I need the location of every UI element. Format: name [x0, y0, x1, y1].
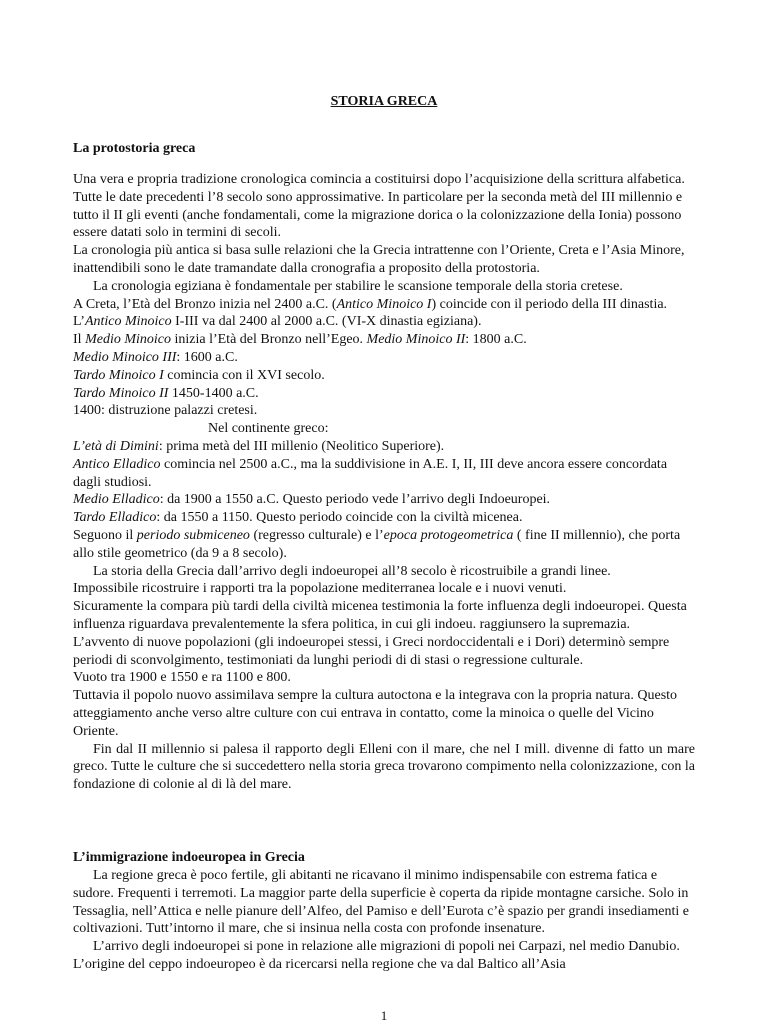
crete-line: Tardo Minoico I comincia con il XVI secolo.: [73, 367, 325, 383]
crete-line: Il Medio Minoico inizia l’Età del Bronzo nell’Egeo. Medio Minoico II: 1800 a.C.: [73, 332, 527, 348]
mainland-line: Tardo Elladico: da 1550 a 1150. Questo periodo coincide con la civiltà micenea.: [73, 510, 523, 526]
paragraph: La regione greca è poco fertile, gli abitanti ne ricavano il minimo indispensabile con estrema fatica e sudore. Frequenti i terremoti. La maggior parte della superficie è coperta da ripide montagne carsiche. Solo in Tessaglia, nell’Attica e nelle pianure dell’Alfeo, del Pamiso e dell’Eurota c’è spazio per grandi insediamenti e coltivazioni. Tutt’intorno il mare, che si insinua nella costa con profonde insenature.: [73, 868, 689, 937]
paragraph: Tuttavia il popolo nuovo assimilava sempre la cultura autoctona e la integrava con la propria natura. Questo atteggiamento anche verso altre culture con cui entrava in contatto, come la minoica o quelle del Vicino Oriente.: [73, 688, 678, 739]
paragraph: Sicuramente la compara più tardi della civiltà micenea testimonia la forte influenza degli indoeuropei. Questa influenza riguardava prevalentemente la sfera politica, in cui gli indoeu. raggiunsero la supremazia.: [73, 599, 687, 632]
paragraph: La cronologia egiziana è fondamentale per stabilire le scansione temporale della storia cretese.: [93, 278, 623, 294]
crete-line: 1400: distruzione palazzi cretesi.: [73, 403, 258, 419]
paragraph: La cronologia più antica si basa sulle relazioni che la Grecia intrattenne con l’Oriente, Creta e l’Asia Minore, inattendibili sono le date tramandate dalla cronografia a proposito della protostoria.: [73, 243, 685, 276]
mainland-subtitle: Nel continente greco:: [208, 421, 329, 437]
section-heading-protostoria: La protostoria greca: [73, 141, 196, 156]
document-title: STORIA GRECA: [330, 94, 438, 109]
paragraph: L’arrivo degli indoeuropei si pone in relazione alle migrazioni di popoli nei Carpazi, nel medio Danubio. L’origine del ceppo indoeuropeo è da ricercarsi nella regione che va dal Baltico all’Asia: [73, 939, 680, 972]
paragraph: Una vera e propria tradizione cronologica comincia a costituirsi dopo l’acquisizione della scrittura alfabetica. Tutte le date precedenti l’8 secolo sono approssimative. In particolare per la seconda metà del III millennio e tutto il II gli eventi (anche fondamentali, come la migrazione dorica o la colonizzazione della Ionia) possono essere datati solo in termini di secoli.: [73, 172, 685, 241]
crete-line: Medio Minoico III: 1600 a.C.: [73, 349, 238, 365]
mainland-line: Antico Elladico comincia nel 2500 a.C., ma la suddivisione in A.E. I, II, III deve ancora essere concordata dagli studiosi.: [73, 456, 668, 490]
paragraph: Vuoto tra 1900 e 1550 e ra 1100 e 800.: [73, 670, 291, 686]
paragraph: Impossibile ricostruire i rapporti tra la popolazione mediterranea locale e i nuovi venuti.: [73, 581, 567, 597]
crete-line: L’Antico Minoico I-III va dal 2400 al 2000 a.C. (VI-X dinastia egiziana).: [73, 314, 482, 330]
section-heading-immigrazione: L’immigrazione indoeuropea in Grecia: [73, 850, 305, 865]
crete-line: A Creta, l’Età del Bronzo inizia nel 2400 a.C. (Antico Minoico I) coincide con il periodo della III dinastia.: [73, 296, 668, 312]
mainland-line: L’età di Dimini: prima metà del III millenio (Neolitico Superiore).: [73, 438, 445, 454]
section-body-protostoria: [73, 171, 695, 794]
paragraph: La storia della Grecia dall’arrivo degli indoeuropei all’8 secolo è ricostruibile a grandi linee.: [93, 563, 611, 579]
section-body-immigrazione: [73, 867, 695, 974]
paragraph: Fin dal II millennio si palesa il rapporto degli Elleni con il mare, che nel I mill. divenne di fatto un mare greco. Tutte le culture che si succedettero nella storia greca trovarono compimento nella colonizzazione, con la fondazione di colonie al di là del mare.: [73, 741, 695, 793]
page-number: 1: [380, 1008, 388, 1023]
paragraph: L’avvento di nuove popolazioni (gli indoeuropei stessi, i Greci nordoccidentali e i Dori) determinò sempre periodi di sconvolgimento, testimoniati da lunghi periodi di di stasi o regressione culturale.: [73, 634, 670, 668]
crete-line: Tardo Minoico II 1450-1400 a.C.: [73, 385, 259, 401]
mainland-line: Seguono il periodo submiceneo (regresso culturale) e l’epoca protogeometrica ( fine II millennio), che porta allo stile geometrico (da 9 a 8 secolo).: [73, 527, 681, 561]
mainland-line: Medio Elladico: da 1900 a 1550 a.C. Questo periodo vede l’arrivo degli Indoeuropei.: [73, 492, 551, 508]
